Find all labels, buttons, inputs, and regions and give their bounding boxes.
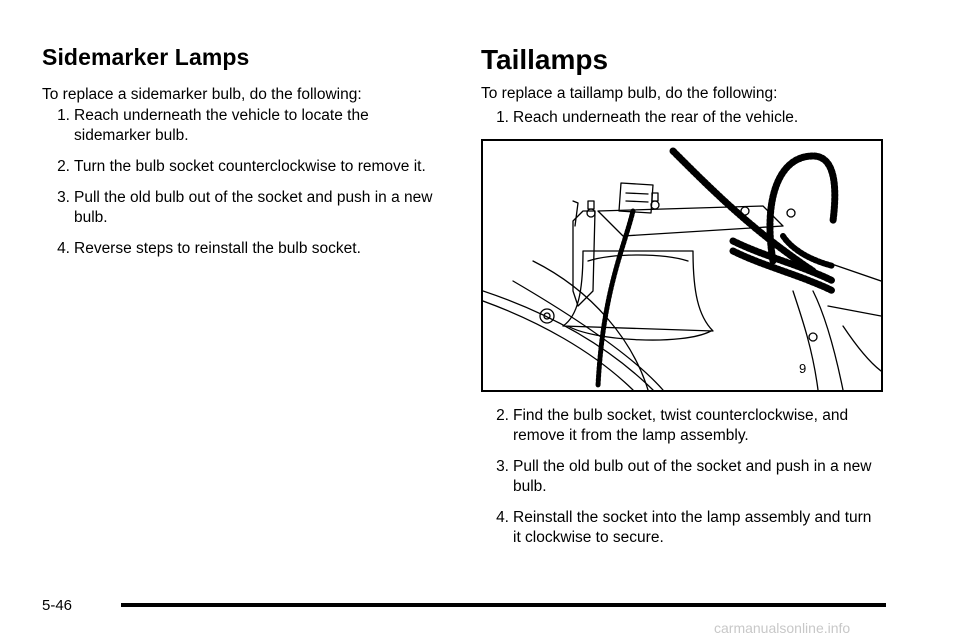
step-text: Reach underneath the vehicle to locate the sidemarker bulb. (74, 107, 369, 144)
sidemarker-steps (42, 106, 452, 270)
list-item (481, 108, 901, 128)
step-number: 1. (57, 107, 70, 124)
footer-rule (121, 603, 886, 607)
taillamp-drawing (483, 141, 881, 390)
list-item (481, 406, 883, 446)
taillamp-steps-before (481, 108, 901, 139)
step-text: Reach underneath the rear of the vehicle. (513, 109, 799, 126)
step-number: 4. (496, 509, 509, 526)
list-item (42, 157, 452, 177)
list-item (481, 508, 883, 548)
step-text: Turn the bulb socket counterclockwise to remove it. (74, 158, 426, 175)
step-number: 4. (57, 240, 70, 257)
sidemarker-intro: To replace a sidemarker bulb, do the following: (42, 86, 362, 103)
step-number: 2. (496, 407, 509, 424)
list-item (481, 457, 883, 497)
section-title-taillamps: Taillamps (481, 44, 609, 75)
taillamp-intro: To replace a taillamp bulb, do the following: (481, 85, 778, 102)
step-text: Reinstall the socket into the lamp assembly and turn it clockwise to secure. (513, 509, 872, 546)
step-text: Find the bulb socket, twist counterclockwise, and remove it from the lamp assembly. (513, 407, 849, 444)
step-number: 2. (57, 158, 70, 175)
watermark: carmanualsonline.info (714, 620, 851, 636)
list-item (42, 188, 444, 228)
section-title-sidemarker: Sidemarker Lamps (42, 44, 250, 70)
svg-text:9: 9 (799, 361, 807, 376)
list-item (42, 106, 444, 146)
list-item (42, 239, 452, 259)
step-number: 3. (496, 458, 509, 475)
step-text: Reverse steps to reinstall the bulb socket. (74, 240, 361, 257)
taillamp-steps-after (481, 406, 901, 559)
taillamp-illustration (481, 139, 883, 392)
step-number: 3. (57, 189, 70, 206)
step-number: 1. (496, 109, 509, 126)
step-text: Pull the old bulb out of the socket and push in a new bulb. (513, 458, 872, 495)
step-text: Pull the old bulb out of the socket and push in a new bulb. (74, 189, 433, 226)
page-number: 5-46 (42, 597, 73, 614)
